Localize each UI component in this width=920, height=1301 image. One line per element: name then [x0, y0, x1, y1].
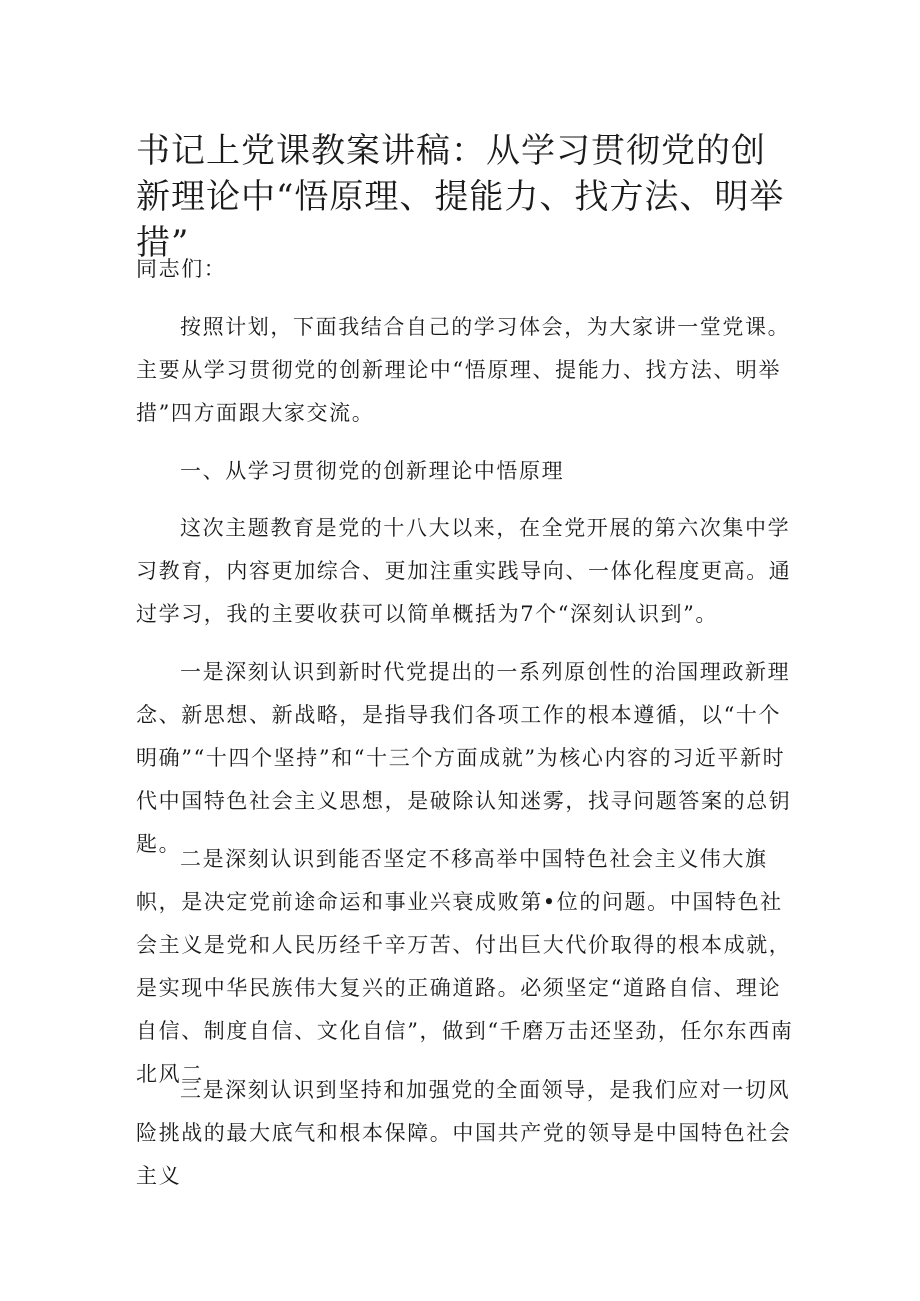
document-title: 书记上党课教案讲稿：从学习贯彻党的创新理论中“悟原理、提能力、找方法、明举措”: [136, 131, 785, 263]
point-2-paragraph: 二是深刻认识到能否坚定不移高举中国特色社会主义伟大旗帜，是决定党前途命运和事业兴衰成败第•位的问题。中国特色社会主义是党和人民历经千辛万苦、付出巨大代价取得的根本成就，是实现中华民族伟大复兴的正确道路。必须坚定“道路自信、理论自信、制度自信、文化自信”，做到“千磨万击还坚劲，任尔东西南北风二: [136, 847, 794, 1086]
section-1-paragraph: 这次主题教育是党的十八大以来，在全党开展的第六次集中学习教育，内容更加综合、更加注重实践导向、一体化程度更高。通过学习，我的主要收获可以简单概括为7个“深刻认识到”。: [136, 516, 792, 626]
section-heading-1: 一、从学习贯彻党的创新理论中悟原理: [180, 459, 565, 483]
intro-paragraph: 按照计划，下面我结合自己的学习体会，为大家讲一堂党课。主要从学习贯彻党的创新理论中“悟原理、提能力、找方法、明举措”四方面跟大家交流。: [136, 315, 791, 425]
greeting: 同志们：: [136, 257, 227, 281]
point-3-paragraph: 三是深刻认识到坚持和加强党的全面领导，是我们应对一切风险挑战的最大底气和根本保障。中国共产党的领导是中国特色社会主义: [136, 1078, 792, 1188]
point-1-paragraph: 一是深刻认识到新时代党提出的一系列原创性的治国理政新理念、新思想、新战略，是指导我们各项工作的根本遵循，以“十个明确”“十四个坚持”和“十三个方面成就”为核心内容的习近平新时代中国特色社会主义思想，是破除认知迷雾，找寻问题答案的总钥匙。: [136, 660, 792, 856]
